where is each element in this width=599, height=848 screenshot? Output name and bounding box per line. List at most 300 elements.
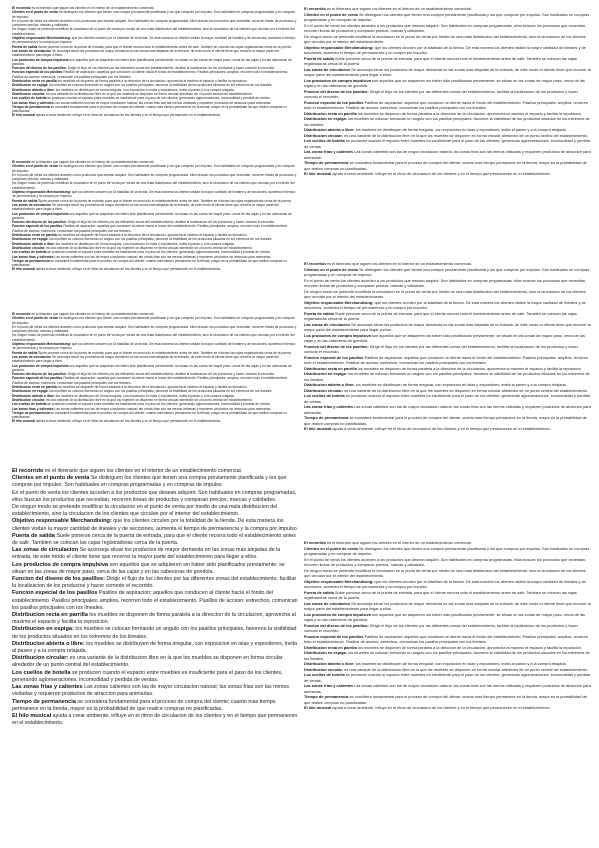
paragraph-text: Las zonas calientes son las de mayor circulacion natural; las zonas frias son las menos visitadas y requieren productos de atraccion para animarlas. <box>12 684 289 698</box>
paragraph-title: Distribucion circular: <box>12 655 69 662</box>
paragraph <box>304 355 591 366</box>
right-column <box>304 6 591 842</box>
paragraph-text: es el itinerario que siguen los clientes en el interior de un establecimiento comercial. <box>31 6 155 10</box>
paragraph-text: es el itinerario que siguen los clientes en el interior de un establecimiento comercial. <box>44 468 243 474</box>
paragraph <box>304 546 591 557</box>
paragraph-title: Distribucion recta en parrilla <box>12 79 57 84</box>
paragraph-text: Se distinguen los clientes que tienen una compra previamente planificada y los que compran por impulso. Son habituales en compras programadas y en compras de impulso. <box>12 316 295 325</box>
paragraph-text: se producen cuando el espacio entre muebles es insuficiente para el paso de los clientes, generando aglomeraciones, incomodidad y perdida de ventas. <box>47 96 271 101</box>
paragraph <box>12 224 299 233</box>
paragraph-text: que los clientes circulen por la totalidad de la tienda. De esta manera los clientes visitan la mayor cantidad de lineales y de secciones, aumenta el tiempo de permanencia y la compra por impulso. <box>304 44 586 55</box>
paragraph-text: son aquellos que se adquieren sin haber sido planificados previamente; se situan en las zonas de mayor paso, cerca de las cajas y en las cabeceras de gondola. <box>304 77 585 88</box>
paragraph-title: Funcion del diseno de los pasillos: <box>12 220 67 225</box>
paragraph-text: ayuda a crear ambiente, influye en el ritmo de circulacion de los clientes y en el tiempo que permanecen en el establecimiento. <box>36 113 222 118</box>
paragraph <box>12 562 299 576</box>
paragraph <box>304 601 591 612</box>
paragraph-title: El hilo musical <box>304 705 332 710</box>
paragraph-text: Pasillos de aspiracion: aquellos que conducen al cliente hacia el fondo del establecimiento. Pasillos principales: amplios, recorren todo el establecimiento. Pasillos de acceso: estrechos, comunican los pasillos principales con los lineales. <box>12 70 289 79</box>
paragraph <box>12 105 299 114</box>
paragraph-title: Puerta de salida <box>304 589 334 595</box>
paragraph-text: ayuda a crear ambiente, influye en el ritmo de circulacion de los clientes y en el tiempo que permanecen en el establecimiento. <box>12 712 298 727</box>
paragraph-text: Suele ponerse cerca de la puerta de entrada, para que el cliente recorra todo el establecimiento antes de salir. Tambien se colocan las cajas registradoras cerca de la puerta. <box>38 350 292 355</box>
paragraph-title: Puerta de salida <box>12 44 38 49</box>
paragraph <box>12 190 299 199</box>
paragraph <box>304 415 591 426</box>
paragraph-title: Las zonas frias y calientes <box>12 406 54 411</box>
paragraph <box>304 45 591 56</box>
paragraph <box>304 12 591 23</box>
paragraph-title: Las zonas frias y calientes <box>304 404 354 409</box>
paragraph-text: Se aconseja situar los productos de mayor demanda en las zonas mas alejadas de la entrada, de este modo el cliente tiene que recorrer la mayor parte del establecimiento para llegar a ellos. <box>12 202 279 212</box>
paragraph-text: los muebles se distribuyen de forma irregular, con exposicion en islas y expositores, invita al paseo y a la compra relajada. <box>55 87 235 92</box>
text-block <box>12 6 299 158</box>
paragraph <box>12 641 299 655</box>
paragraph-text: los muebles se colocan formando un angulo con los pasillos principales, favorece la visibilidad de los productos situados en los extremos de los lineales. <box>304 116 590 127</box>
paragraph <box>304 612 591 623</box>
paragraph-title: El recorrido <box>12 312 31 316</box>
paragraph-title: Los productos de compra impulsiva <box>304 611 371 617</box>
paragraph-text: que los clientes circulen por la totalidad de la tienda. De esta manera los clientes visitan la mayor cantidad de lineales y de secciones, aumenta el tiempo de permanencia y la compra por impulso. <box>304 299 586 310</box>
paragraph-text: Las zonas calientes son las de mayor circulacion natural; las zonas frias son las menos visitadas y requieren productos de atraccion para animarlas. <box>54 100 272 105</box>
paragraph <box>304 171 591 177</box>
paragraph-title: El hilo musical <box>304 426 332 431</box>
paragraph-title: Distribucion en espiga: <box>12 389 49 394</box>
paragraph <box>12 518 299 532</box>
paragraph-text: Dirigir el flujo de los clientes por las diferentes zonas del establecimiento, facilitar la localizacion de los productos y hacer comodo el recorrido. <box>304 88 578 99</box>
paragraph-title: Clientes en el punto de venta <box>12 164 58 169</box>
paragraph <box>12 475 299 489</box>
paragraph-title: Clientes en el punto de venta <box>12 316 58 321</box>
paragraph <box>12 590 299 612</box>
paragraph-text: los muebles se distribuyen de forma irregular, con exposicion en islas y expositores, invita al paseo y a la compra relajada. <box>355 661 567 666</box>
paragraph-title: Las zonas de circulacion <box>12 202 52 207</box>
paragraph-text: se considera fundamental para el proceso de compra del cliente; cuanto mas tiempo permanece en la tienda, mayor es la probabilidad de que realice compras no planificadas. <box>304 160 587 171</box>
paragraph-text: Suele ponerse cerca de la puerta de entrada, para que el cliente recorra todo el establecimiento antes de salir. Tambien se colocan las cajas registradoras cerca de la puerta. <box>304 310 577 321</box>
paragraph-title: El recorrido <box>12 468 44 474</box>
paragraph <box>304 138 591 149</box>
paragraph-title: Distribucion en espiga: <box>12 626 74 633</box>
paragraph <box>304 393 591 404</box>
paragraph-text: De ningun modo se pretende modificar la circulacion en el punto de venta por medio de una mala distribucion del establecimiento, sino la circulacion de los clientes que circulan por el interior del establecimiento. <box>12 181 295 190</box>
paragraph-text: son aquellos que se adquieren sin haber sido planificados previamente; se situan en las zonas de mayor paso, cerca de las cajas y en las cabeceras de gondola. <box>12 211 292 220</box>
paragraph <box>304 404 591 415</box>
paragraph <box>12 36 299 45</box>
paragraph-title: Los cuellos de botella <box>304 138 345 143</box>
paragraph-title: Distribucion abierta o libre: <box>12 393 55 398</box>
paragraph-title: Distribucion circular: <box>304 666 344 672</box>
paragraph-text: es el itinerario que siguen los clientes en el interior de un establecimiento comercial. <box>326 261 472 266</box>
paragraph-text: Suele ponerse cerca de la puerta de entrada, para que el cliente recorra todo el establecimiento antes de salir. Tambien se colocan las cajas registradoras cerca de la puerta. <box>38 44 292 49</box>
paragraph-text: De ningun modo se pretende modificar la circulacion en el punto de venta por medio de una mala distribucion del establecimiento, sino la circulacion de los clientes que circulan por el interior del establecimiento. <box>12 27 295 36</box>
paragraph-text: Dirigir el flujo de los clientes por las diferentes zonas del establecimiento, facilitar la localizacion de los productos y hacer comodo el recorrido. <box>304 343 578 354</box>
paragraph <box>12 259 299 268</box>
paragraph-text: En el punto de venta los clientes acceden a los productos que desean adquirir. Son habituales en compras programadas, ellos buscan los productos que necesitan, recorren lineas de productos y comparan precios, marcas y calidades. <box>304 277 587 288</box>
paragraph-text: es una variante de la distribucion libre en la que los muebles se disponen en forma circular alrededor de un punto central del establecimiento. <box>344 666 588 672</box>
paragraph-text: Las zonas calientes son las de mayor circulacion natural; las zonas frias son las menos visitadas y requieren productos de atraccion para animarlas. <box>304 149 591 160</box>
paragraph-title: Distribucion recta en parrilla <box>12 612 88 619</box>
paragraph-title: Objetivo responsable Merchandising: <box>12 36 71 41</box>
paragraph-text: los muebles se disponen de forma paralela a la direccion de la circulacion, aprovecha al maximo el espacio y facilita la reposicion. <box>357 110 582 116</box>
paragraph-title: Funcion especial de los pasillos <box>12 590 98 597</box>
paragraph-title: Funcion del diseno de los pasillos: <box>304 88 369 94</box>
paragraph <box>12 27 299 36</box>
paragraph-text: De ningun modo se pretende modificar la circulacion en el punto de venta por medio de una mala distribucion del establecimiento, sino la circulacion de los clientes que circulan por el interior del establecimiento. <box>304 288 586 299</box>
paragraph-text: los muebles se distribuyen de forma irregular, con exposicion en islas y expositores, invita al paseo y a la compra relajada. <box>55 241 235 246</box>
paragraph <box>304 100 591 111</box>
paragraph-title: El hilo musical <box>12 113 36 118</box>
paragraph-text: Se distinguen los clientes que tienen una compra previamente planificada y los que compran por impulso. Son habituales en compras programadas y en compras de impulso. <box>12 475 287 489</box>
paragraph <box>304 78 591 89</box>
paragraph <box>12 355 299 364</box>
paragraph-text: Pasillos de aspiracion: aquellos que conducen al cliente hacia el fondo del establecimiento. Pasillos principales: amplios, recorren todo el establecimiento. Pasillos de acceso: estrechos, comunican los pasillos principales con los lineales. <box>12 224 289 233</box>
paragraph-title: Tiempo de permanencia <box>12 104 50 109</box>
paragraph-text: En el punto de venta los clientes acceden a los productos que desean adquirir. Son habituales en compras programadas, ellos buscan los productos que necesitan, recorren lineas de productos y comparan precios, marcas y calidades. <box>304 22 587 33</box>
paragraph-title: Distribucion recta en parrilla <box>304 365 357 371</box>
paragraph-title: Distribucion circular: <box>304 132 344 138</box>
paragraph-text: los muebles se distribuyen de forma irregular, con exposicion en islas y expositores, invita al paseo y a la compra relajada. <box>355 382 567 387</box>
paragraph-text: los muebles se colocan formando un angulo con los pasillos principales, favorece la visibilidad de los productos situados en los extremos de los lineales. <box>12 626 297 640</box>
paragraph-title: Funcion del diseno de los pasillos: <box>12 576 105 583</box>
paragraph-text: es una variante de la distribucion libre en la que los muebles se disponen en forma circular alrededor de un punto central del establecimiento. <box>344 132 588 138</box>
paragraph-title: Las zonas de circulacion <box>304 600 351 606</box>
paragraph-text: Se distinguen los clientes que tienen una compra previamente planificada y los que compran por impulso. Son habituales en compras programadas y en compras de impulso. <box>304 545 590 556</box>
paragraph <box>304 300 591 311</box>
text-block <box>12 312 299 464</box>
paragraph-text: De ningun modo se pretende modificar la circulacion en el punto de venta por medio de una mala distribucion del establecimiento, sino la circulacion de los clientes que circulan por el interior del establecimiento. <box>12 504 278 518</box>
paragraph-text: Dirigir el flujo de los clientes por las diferentes zonas del establecimiento, facilitar la localizacion de los productos y hacer comodo el recorrido. <box>12 576 297 590</box>
paragraph-title: Objetivo responsable Merchandising: <box>12 342 71 347</box>
paragraph-text: se producen cuando el espacio entre muebles es insuficiente para el paso de los clientes, generando aglomeraciones, incomodidad y perdida de ventas. <box>47 250 271 255</box>
paragraph-title: Tiempo de permanencia <box>304 415 349 420</box>
paragraph <box>12 325 299 334</box>
paragraph-text: es una variante de la distribucion libre en la que los muebles se disponen en forma circular alrededor de un punto central del establecimiento. <box>12 655 283 669</box>
paragraph-text: que los clientes circulen por la totalidad de la tienda. De esta manera los clientes visitan la mayor cantidad de lineales y de secciones, aumenta el tiempo de permanencia y la compra por impulso. <box>12 36 296 45</box>
left-column <box>12 6 299 842</box>
paragraph <box>12 376 299 385</box>
paragraph-title: Las zonas de circulacion <box>304 321 351 327</box>
paragraph <box>304 579 591 590</box>
paragraph-text: Suele ponerse cerca de la puerta de entrada, para que el cliente recorra todo el establecimiento antes de salir. Tambien se colocan las cajas registradoras cerca de la puerta. <box>304 589 577 600</box>
paragraph-text: se producen cuando el espacio entre muebles es insuficiente para el paso de los clientes, generando aglomeraciones, incomodidad y perdida de ventas. <box>304 393 590 404</box>
paragraph-text: son aquellos que se adquieren sin haber sido planificados previamente; se situan en las zonas de mayor paso, cerca de las cajas y en las cabeceras de gondola. <box>12 561 285 575</box>
paragraph <box>12 699 299 713</box>
paragraph-title: Distribucion en espiga: <box>304 371 348 376</box>
paragraph-title: El hilo musical <box>12 419 36 424</box>
paragraph <box>12 212 299 221</box>
paragraph-title: Funcion del diseno de los pasillos: <box>304 343 369 349</box>
paragraph-title: Tiempo de permanencia <box>12 258 50 263</box>
paragraph-text: los muebles se distribuyen de forma irregular, con exposicion en islas y expositores, invita al paseo y a la compra relajada. <box>12 640 298 655</box>
paragraph <box>12 49 299 58</box>
paragraph <box>12 670 299 684</box>
paragraph-title: Objetivo responsable Merchandising: <box>304 299 374 305</box>
paragraph-title: Funcion especial de los pasillos <box>12 376 63 381</box>
paragraph-text: es el itinerario que siguen los clientes en el interior de un establecimiento comercial. <box>31 160 155 164</box>
paragraph-title: Distribucion circular: <box>12 397 46 402</box>
paragraph <box>12 267 299 271</box>
paragraph-text: se producen cuando el espacio entre muebles es insuficiente para el paso de los clientes, generando aglomeraciones, incomodidad y perdida de ventas. <box>12 669 283 683</box>
paragraph-text: los muebles se disponen de forma paralela a la direccion de la circulacion, aprovecha al maximo el espacio y facilita la reposicion. <box>57 233 248 238</box>
paragraph-text: son aquellos que se adquieren sin haber sido planificados previamente; se situan en las zonas de mayor paso, cerca de las cajas y en las cabeceras de gondola. <box>304 332 585 343</box>
paragraph-text: Pasillos de aspiracion: aquellos que conducen al cliente hacia el fondo del establecimiento. Pasillos principales: amplios, recorren todo el establecimiento. Pasillos de acceso: estrechos, comunican los pasillos principales con los lineales. <box>12 376 289 385</box>
paragraph-title: Los productos de compra impulsiva <box>12 57 69 62</box>
paragraph-title: El hilo musical <box>12 267 36 272</box>
paragraph-title: Puerta de salida <box>12 532 55 539</box>
paragraph-title: Clientes en el punto de venta <box>12 10 58 15</box>
paragraph-title: Las zonas frias y calientes <box>12 100 54 105</box>
paragraph-title: Distribucion recta en parrilla <box>304 644 357 650</box>
paragraph-text: ayuda a crear ambiente, influye en el ritmo de circulacion de los clientes y en el tiempo que permanecen en el establecimiento. <box>36 419 222 424</box>
paragraph-text: es una variante de la distribucion libre en la que los muebles se disponen en forma circular alrededor de un punto central del establecimiento. <box>344 387 588 393</box>
paragraph-text: los muebles se distribuyen de forma irregular, con exposicion en islas y expositores, invita al paseo y a la compra relajada. <box>55 393 235 398</box>
paragraph-title: Distribucion recta en parrilla <box>12 385 57 390</box>
paragraph-title: Distribucion en espiga: <box>304 116 348 121</box>
paragraph-title: Distribucion abierta o libre: <box>12 241 55 246</box>
paragraph-title: Clientes en el punto de venta <box>304 266 358 272</box>
paragraph-title: Distribucion abierta o libre: <box>304 127 355 132</box>
paragraph-title: Distribucion recta en parrilla <box>304 110 357 116</box>
paragraph <box>12 612 299 626</box>
paragraph <box>12 364 299 373</box>
paragraph-title: Funcion especial de los pasillos <box>304 99 364 105</box>
paragraph-text: Suele ponerse cerca de la puerta de entrada, para que el cliente recorra todo el establecimiento antes de salir. Tambien se colocan las cajas registradoras cerca de la puerta. <box>38 198 292 203</box>
paragraph-title: Las zonas de circulacion <box>12 48 52 53</box>
paragraph-text: los muebles se disponen de forma paralela a la direccion de la circulacion, aprovecha al maximo el espacio y facilita la reposicion. <box>357 365 582 371</box>
paragraph-text: son aquellos que se adquieren sin haber sido planificados previamente; se situan en las zonas de mayor paso, cerca de las cajas y en las cabeceras de gondola. <box>12 57 292 66</box>
paragraph <box>304 650 591 661</box>
paragraph-title: Distribucion en espiga: <box>304 650 348 655</box>
paragraph-title: Funcion especial de los pasillos <box>304 354 364 360</box>
text-block <box>304 540 591 840</box>
paragraph-title: El recorrido <box>304 6 326 11</box>
paragraph-text: son aquellos que se adquieren sin haber sido planificados previamente; se situan en las zonas de mayor paso, cerca de las cajas y en las cabeceras de gondola. <box>304 611 585 622</box>
paragraph-text: Dirigir el flujo de los clientes por las diferentes zonas del establecimiento, facilitar la localizacion de los productos y hacer comodo el recorrido. <box>304 622 578 633</box>
paragraph-text: De ningun modo se pretende modificar la circulacion en el punto de venta por medio de una mala distribucion del establecimiento, sino la circulacion de los clientes que circulan por el interior del establecimiento. <box>12 333 295 342</box>
paragraph <box>12 713 299 727</box>
paragraph-title: Puerta de salida <box>304 55 334 61</box>
paragraph-text: es el itinerario que siguen los clientes en el interior de un establecimiento comercial. <box>326 6 472 11</box>
paragraph <box>12 342 299 351</box>
paragraph-title: Funcion especial de los pasillos <box>304 633 364 639</box>
paragraph <box>12 333 299 342</box>
paragraph-title: Distribucion recta en parrilla <box>12 233 57 238</box>
paragraph-text: Se aconseja situar los productos de mayor demanda en las zonas mas alejadas de la entrada, de este modo el cliente tiene que recorrer la mayor parte del establecimiento para llegar a ellos. <box>12 547 281 561</box>
paragraph <box>12 655 299 669</box>
paragraph-text: es una variante de la distribucion libre en la que los muebles se disponen en forma circular alrededor de un punto central del establecimiento. <box>46 397 253 402</box>
paragraph-title: Los cuellos de botella <box>12 96 47 101</box>
paragraph-title: Tiempo de permanencia <box>304 694 349 699</box>
paragraph-title: Clientes en el punto de venta <box>304 545 358 551</box>
paragraph-text: que los clientes circulen por la totalidad de la tienda. De esta manera los clientes visitan la mayor cantidad de lineales y de secciones, aumenta el tiempo de permanencia y la compra por impulso. <box>12 518 299 532</box>
paragraph-text: Las zonas calientes son las de mayor circulacion natural; las zonas frias son las menos visitadas y requieren productos de atraccion para animarlas. <box>304 683 591 694</box>
paragraph-title: Los productos de compra impulsiva <box>12 211 69 216</box>
paragraph-title: Los productos de compra impulsiva <box>304 332 371 338</box>
paragraph-text: En el punto de venta los clientes acceden a los productos que desean adquirir. Son habituales en compras programadas, ellos buscan los productos que necesitan, recorren lineas de productos y comparan precios, marcas y calidades. <box>12 18 297 28</box>
paragraph-text: que los clientes circulen por la totalidad de la tienda. De esta manera los clientes visitan la mayor cantidad de lineales y de secciones, aumenta el tiempo de permanencia y la compra por impulso. <box>12 190 296 199</box>
paragraph <box>12 504 299 518</box>
paragraph-title: Las zonas frias y calientes <box>304 683 354 688</box>
paragraph <box>12 316 299 325</box>
paragraph-title: Tiempo de permanencia <box>12 698 76 705</box>
paragraph <box>12 419 299 423</box>
paragraph-title: Funcion del diseno de los pasillos: <box>12 372 67 377</box>
paragraph <box>304 267 591 278</box>
paragraph-title: Puerta de salida <box>304 310 334 316</box>
paragraph-text: Se distinguen los clientes que tienen una compra previamente planificada y los que compran por impulso. Son habituales en compras programadas y en compras de impulso. <box>304 11 590 22</box>
paragraph-title: El hilo musical <box>304 171 332 176</box>
paragraph <box>304 89 591 100</box>
paragraph-text: De ningun modo se pretende modificar la circulacion en el punto de venta por medio de una mala distribucion del establecimiento, sino la circulacion de los clientes que circulan por el interior del establecimiento. <box>304 33 586 44</box>
paragraph-title: El recorrido <box>12 6 31 10</box>
paragraph-text: es una variante de la distribucion libre en la que los muebles se disponen en forma circular alrededor de un punto central del establecimiento. <box>46 245 253 250</box>
paragraph-text: los muebles se disponen de forma paralela a la direccion de la circulacion, aprovecha al maximo el espacio y facilita la reposicion. <box>57 385 248 390</box>
paragraph-title: El recorrido <box>304 261 326 266</box>
paragraph-text: Se distinguen los clientes que tienen una compra previamente planificada y los que compran por impulso. Son habituales en compras programadas y en compras de impulso. <box>12 164 295 173</box>
paragraph-text: los muebles se disponen de forma paralela a la direccion de la circulacion, aprovecha al maximo el espacio y facilita la reposicion. <box>57 79 248 84</box>
paragraph <box>12 181 299 190</box>
paragraph-text: Pasillos de aspiracion: aquellos que conducen al cliente hacia el fondo del establecimiento. Pasillos principales: amplios, recorren todo el establecimiento. Pasillos de acceso: estrechos, comunican los pasillos principales con los lineales. <box>304 633 588 644</box>
paragraph-text: se considera fundamental para el proceso de compra del cliente; cuanto mas tiempo permanece en la tienda, mayor es la probabilidad de que realice compras no planificadas. <box>304 694 587 705</box>
paragraph-text: es una variante de la distribucion libre en la que los muebles se disponen en forma circular alrededor de un punto central del establecimiento. <box>46 91 253 96</box>
paragraph-text: los muebles se disponen de forma paralela a la direccion de la circulacion, aprovecha al maximo el espacio y facilita la reposicion. <box>12 612 296 626</box>
paragraph-text: es el itinerario que siguen los clientes en el interior de un establecimiento comercial. <box>326 540 472 545</box>
paragraph <box>304 344 591 355</box>
paragraph-title: Las zonas de circulacion <box>12 354 52 359</box>
paragraph-text: Dirigir el flujo de los clientes por las diferentes zonas del establecimiento, facilitar la localizacion de los productos y hacer comodo el recorrido. <box>67 220 276 225</box>
paragraph-text: se considera fundamental para el proceso de compra del cliente; cuanto mas tiempo permanece en la tienda, mayor es la probabilidad de que realice compras no planificadas. <box>304 415 587 426</box>
paragraph <box>304 67 591 78</box>
paragraph <box>304 56 591 67</box>
paragraph-text: Pasillos de aspiracion: aquellos que conducen al cliente hacia el fondo del establecimiento. Pasillos principales: amplios, recorren todo el establecimiento. Pasillos de acceso: estrechos, comunican los pasillos principales con los lineales. <box>12 590 298 611</box>
paragraph-text: los muebles se colocan formando un angulo con los pasillos principales, favorece la visibilidad de los productos situados en los extremos de los lineales. <box>49 83 273 88</box>
paragraph <box>12 19 299 28</box>
paragraph-title: Los productos de compra impulsiva <box>12 363 69 368</box>
paragraph-text: En el punto de venta los clientes acceden a los productos que desean adquirir. Son habituales en compras programadas, ellos buscan los productos que necesitan, recorren lineas de productos y comparan precios, marcas y calidades. <box>12 489 297 503</box>
paragraph-text: En el punto de venta los clientes acceden a los productos que desean adquirir. Son habituales en compras programadas, ellos buscan los productos que necesitan, recorren lineas de productos y comparan precios, marcas y calidades. <box>304 556 587 567</box>
paragraph-text: los muebles se colocan formando un angulo con los pasillos principales, favorece la visibilidad de los productos situados en los extremos de los lineales. <box>49 389 273 394</box>
paragraph-text: se considera fundamental para el proceso de compra del cliente; cuanto mas tiempo permanece en la tienda, mayor es la probabilidad de que realice compras no planificadas. <box>12 698 276 712</box>
paragraph-title: Distribucion circular: <box>304 387 344 393</box>
paragraph-text: Se aconseja situar los productos de mayor demanda en las zonas mas alejadas de la entrada, de este modo el cliente tiene que recorrer la mayor parte del establecimiento para llegar a ellos. <box>304 321 591 332</box>
paragraph-text: Dirigir el flujo de los clientes por las diferentes zonas del establecimiento, facilitar la localizacion de los productos y hacer comodo el recorrido. <box>67 372 276 377</box>
paragraph <box>12 411 299 420</box>
paragraph-text: De ningun modo se pretende modificar la circulacion en el punto de venta por medio de una mala distribucion del establecimiento, sino la circulacion de los clientes que circulan por el interior del establecimiento. <box>304 567 586 578</box>
paragraph-text: Suele ponerse cerca de la puerta de entrada, para que el cliente recorra todo el establecimiento antes de salir. Tambien se colocan las cajas registradoras cerca de la puerta. <box>304 55 577 66</box>
paragraph-text: los muebles se distribuyen de forma irregular, con exposicion en islas y expositores, invita al paseo y a la compra relajada. <box>355 127 567 132</box>
paragraph-title: Distribucion en espiga: <box>12 83 49 88</box>
paragraph <box>304 289 591 300</box>
paragraph-text: Pasillos de aspiracion: aquellos que conducen al cliente hacia el fondo del establecimiento. Pasillos principales: amplios, recorren todo el establecimiento. Pasillos de acceso: estrechos, comunican los pasillos principales con los lineales. <box>304 99 588 110</box>
paragraph-title: Los productos de compra impulsiva <box>304 77 371 83</box>
paragraph <box>304 149 591 160</box>
paragraph-text: se producen cuando el espacio entre muebles es insuficiente para el paso de los clientes, generando aglomeraciones, incomodidad y perdida de ventas. <box>304 138 590 149</box>
paragraph-title: Puerta de salida <box>12 350 38 355</box>
paragraph-title: Distribucion en espiga: <box>12 237 49 242</box>
text-block <box>304 6 591 258</box>
paragraph-text: los muebles se colocan formando un angulo con los pasillos principales, favorece la visibilidad de los productos situados en los extremos de los lineales. <box>304 371 590 382</box>
paragraph-text: es el itinerario que siguen los clientes en el interior de un establecimiento comercial. <box>31 312 155 316</box>
paragraph-text: que los clientes circulen por la totalidad de la tienda. De esta manera los clientes visitan la mayor cantidad de lineales y de secciones, aumenta el tiempo de permanencia y la compra por impulso. <box>12 342 296 351</box>
paragraph-text: ayuda a crear ambiente, influye en el ritmo de circulacion de los clientes y en el tiempo que permanecen en el establecimiento. <box>332 426 551 431</box>
paragraph <box>304 557 591 568</box>
paragraph <box>12 626 299 640</box>
paragraph-text: Pasillos de aspiracion: aquellos que conducen al cliente hacia el fondo del establecimiento. Pasillos principales: amplios, recorren todo el establecimiento. Pasillos de acceso: estrechos, comunican los pasillos principales con los lineales. <box>304 354 588 365</box>
paragraph-text: Se aconseja situar los productos de mayor demanda en las zonas mas alejadas de la entrada, de este modo el cliente tiene que recorrer la mayor parte del establecimiento para llegar a ellos. <box>304 66 591 77</box>
paragraph-text: los muebles se colocan formando un angulo con los pasillos principales, favorece la visibilidad de los productos situados en los extremos de los lineales. <box>304 650 590 661</box>
paragraph-title: Las zonas frias y calientes <box>12 684 83 691</box>
paragraph-title: Tiempo de permanencia <box>12 410 50 415</box>
paragraph-title: Objetivo responsable Merchandising: <box>304 578 374 584</box>
paragraph-text: ayuda a crear ambiente, influye en el ritmo de circulacion de los clientes y en el tiempo que permanecen en el establecimiento. <box>332 705 551 710</box>
paragraph-title: Funcion especial de los pasillos <box>12 224 63 229</box>
paragraph-title: Tiempo de permanencia <box>304 160 349 165</box>
paragraph-text: los muebles se disponen de forma paralela a la direccion de la circulacion, aprovecha al maximo el espacio y facilita la reposicion. <box>357 644 582 650</box>
paragraph-title: Las zonas de circulacion <box>12 547 79 554</box>
paragraph <box>304 694 591 705</box>
paragraph <box>12 533 299 547</box>
paragraph <box>12 70 299 79</box>
paragraph <box>304 116 591 127</box>
paragraph <box>12 684 299 698</box>
paragraph <box>304 371 591 382</box>
paragraph-text: se considera fundamental para el proceso de compra del cliente; cuanto mas tiempo permanece en la tienda, mayor es la probabilidad de que realice compras no planificadas. <box>12 104 287 114</box>
paragraph-text: En el punto de venta los clientes acceden a los productos que desean adquirir. Son habituales en compras programadas, ellos buscan los productos que necesitan, recorren lineas de productos y comparan precios, marcas y calidades. <box>12 324 297 334</box>
paragraph <box>304 590 591 601</box>
paragraph-title: Distribucion circular: <box>12 91 46 96</box>
paragraph <box>304 634 591 645</box>
paragraph-text: son aquellos que se adquieren sin haber sido planificados previamente; se situan en las zonas de mayor paso, cerca de las cajas y en las cabeceras de gondola. <box>12 363 292 372</box>
paragraph-text: se considera fundamental para el proceso de compra del cliente; cuanto mas tiempo permanece en la tienda, mayor es la probabilidad de que realice compras no planificadas. <box>12 258 287 268</box>
paragraph-text: Se distinguen los clientes que tienen una compra previamente planificada y los que compran por impulso. Son habituales en compras programadas y en compras de impulso. <box>304 266 590 277</box>
paragraph-title: Funcion del diseno de los pasillos: <box>12 66 67 71</box>
paragraph <box>12 173 299 182</box>
paragraph <box>304 705 591 711</box>
paragraph <box>12 490 299 504</box>
paragraph-text: Las zonas calientes son las de mayor circulacion natural; las zonas frias son las menos visitadas y requieren productos de atraccion para animarlas. <box>54 406 272 411</box>
paragraph <box>304 23 591 34</box>
paragraph-title: Los cuellos de botella <box>12 250 47 255</box>
paragraph-title: Distribucion abierta o libre: <box>304 661 355 666</box>
paragraph-title: Los productos de compra impulsiva <box>12 561 109 568</box>
paragraph-text: se producen cuando el espacio entre muebles es insuficiente para el paso de los clientes, generando aglomeraciones, incomodidad y perdida de ventas. <box>47 402 271 407</box>
paragraph-title: Objetivo responsable Merchandising: <box>304 44 374 50</box>
paragraph <box>304 333 591 344</box>
paragraph-title: Puerta de salida <box>12 198 38 203</box>
paragraph <box>304 672 591 683</box>
paragraph-title: Distribucion abierta o libre: <box>304 382 355 387</box>
paragraph-text: se considera fundamental para el proceso de compra del cliente; cuanto mas tiempo permanece en la tienda, mayor es la probabilidad de que realice compras no planificadas. <box>12 410 287 420</box>
paragraph-title: El hilo musical <box>12 712 52 719</box>
paragraph-title: Las zonas frias y calientes <box>304 149 354 154</box>
text-block <box>304 261 591 537</box>
paragraph-title: Distribucion abierta o libre: <box>12 640 85 647</box>
paragraph-title: Distribucion abierta o libre: <box>12 87 55 92</box>
paragraph-title: Los cuellos de botella <box>304 672 345 677</box>
paragraph-title: Distribucion circular: <box>12 245 46 250</box>
paragraph <box>12 576 299 590</box>
paragraph-text: Se aconseja situar los productos de mayor demanda en las zonas mas alejadas de la entrada, de este modo el cliente tiene que recorrer la mayor parte del establecimiento para llegar a ellos. <box>12 354 279 364</box>
paragraph <box>304 34 591 45</box>
paragraph-title: Objetivo responsable Merchandising: <box>12 518 112 525</box>
paragraph-text: que los clientes circulen por la totalidad de la tienda. De esta manera los clientes visitan la mayor cantidad de lineales y de secciones, aumenta el tiempo de permanencia y la compra por impulso. <box>304 578 586 589</box>
paragraph <box>12 547 299 561</box>
paragraph-title: Clientes en el punto de venta <box>304 11 358 17</box>
paragraph-text: ayuda a crear ambiente, influye en el ritmo de circulacion de los clientes y en el tiempo que permanecen en el establecimiento. <box>332 171 551 176</box>
paragraph-title: Los cuellos de botella <box>12 669 71 676</box>
paragraph-text: En el punto de venta los clientes acceden a los productos que desean adquirir. Son habituales en compras programadas, ellos buscan los productos que necesitan, recorren lineas de productos y comparan precios, marcas y calidades. <box>12 172 297 182</box>
text-block <box>12 160 299 310</box>
paragraph <box>304 683 591 694</box>
